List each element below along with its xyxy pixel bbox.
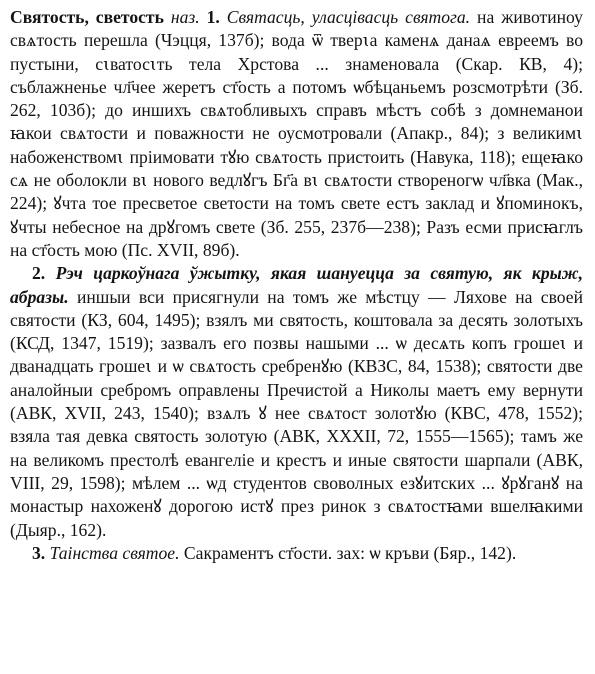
sense-2-number: 2. <box>32 263 46 284</box>
sense-3-definition: Таінства святое. <box>49 542 180 563</box>
sense-3-paragraph <box>10 542 583 565</box>
sense-1-citations: на животиноу свѧтость перешла (Чэцця, 137б); вода ѿ тверꙇа каменѧ данаѧ евреемъ во пустыни, сꙇватосꙇть тела Хрстова ... знаменовала (Скар. КВ, 4); съблажненье чл҃чее жеретъ ст҃ость а потомъ ѡбѣцаньемъ розсмотрѣти (Зб. 262, 103б); до иншихъ свѧтобливыхъ справъ мѣстъ собѣ з домнеманои ꙗкои свѧтости и поважности не оусмотровали (Апакр., 84); з великимꙇ набоженствомꙇ прiимовати тꙋю свѧтость пристоить (Навука, 118); ещеꙗко сѧ не оболокли вꙇ нового ведлꙋгъ Бг҃а вꙇ свѧтости створеногѡ чл҃вка (Мак., 224); ꙋчта тое пресветое светости на томъ свете естъ заклад и ꙋпоминокъ, ꙋчты небесное на дрꙋгомъ свете (Зб. 255, 237б—238); Разъ есми присꙗглъ на ст҃ость мою (Пс. XVII, 89б). <box>10 7 583 260</box>
sense-2-citations: иншыи вси присягнули на томъ же мѣстцу — Ляхове на своей святости (КЗ, 604, 1495); взялъ ми святость, коштовала за десять золотыхъ (КСД, 1347, 1519); зазвалъ его позвы нашыми ... ѡ десѧть копъ грошеꙇ и дванадцать грошеꙇ и ѡ свѧтость сребренꙋю (КВЗС, 84, 1538); святости две аналойныи сребромъ оправлены Пречистой а Николы маетъ ему вернути (АВК, XVII, 243, 1540); взѧлъ ꙋ нее свѧтост золотꙋю (КВС, 478, 1552); взяла тая девка святость золотую (АВК, XXXII, 72, 1555—1565); тамъ же на великомъ престолѣ евангеліе и крестъ и иные святости шарпали (АВК, VIII, 29, 1598); мѣлем ... ѡд студентов своволных езꙋитских ... ꙋрꙋганꙋ на монастыр нахоженꙋ дорогою истꙋ през ринок з свѧтостꙗми вшелꙗкими (Дыяр., 162). <box>10 286 583 540</box>
sense-2-definition: Рэч царкоўнага ўжытку, якая шануецца за святую, як крыж, абразы. <box>10 263 583 307</box>
headword: Святость, светость <box>10 7 164 27</box>
sense-3-citations: Сакраментъ ст҃ости. зах: ѡ кръви (Бяр., 142). <box>179 542 517 563</box>
sense-2-paragraph <box>10 262 583 542</box>
sense-1-number: 1. <box>206 7 220 27</box>
sense-1-definition: Святасць, уласцівасць святога. <box>226 7 471 27</box>
part-of-speech: наз. <box>170 7 200 27</box>
sense-1-paragraph <box>10 6 583 262</box>
sense-3-number: 3. <box>32 542 46 563</box>
